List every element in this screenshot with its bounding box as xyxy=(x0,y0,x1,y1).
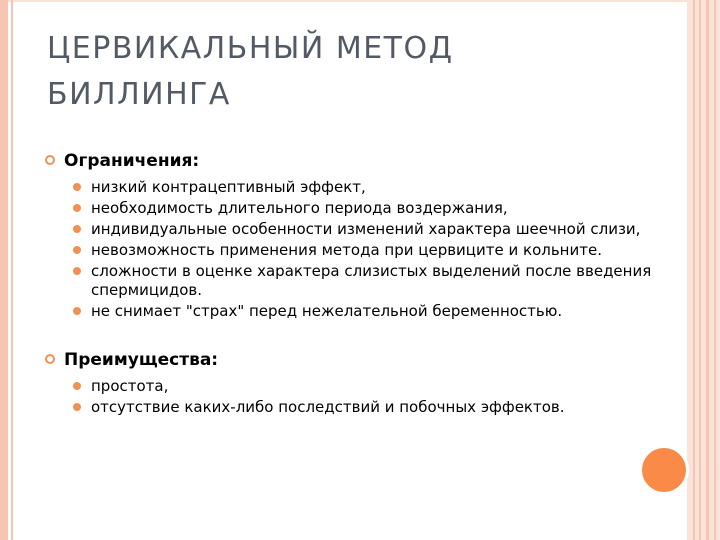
list-item xyxy=(44,398,654,417)
list-item xyxy=(44,241,654,260)
frame-right-stripe xyxy=(693,0,695,540)
list-item-text: необходимость длительного периода воздержания, xyxy=(91,199,508,217)
section-limitations xyxy=(44,148,654,321)
dot-bullet-icon xyxy=(73,225,81,233)
list-item-text: сложности в оценке характера слизистых выделений после введения спермицидов. xyxy=(91,262,652,299)
slide-content xyxy=(44,148,654,433)
list-item xyxy=(44,220,654,239)
title-line-2: БИЛЛИНГА xyxy=(47,77,231,112)
section-heading-text: Ограничения: xyxy=(64,151,200,171)
list-item-text: низкий контрацептивный эффект, xyxy=(91,178,366,196)
section-heading xyxy=(44,347,654,373)
dot-bullet-icon xyxy=(73,204,81,212)
list-item-text: индивидуальные особенности изменений характера шеечной слизи, xyxy=(91,220,641,238)
list-item xyxy=(44,302,654,321)
list-item-text: простота, xyxy=(91,377,169,395)
list-item xyxy=(44,199,654,218)
list-item xyxy=(44,178,654,197)
bullet-list xyxy=(44,178,654,321)
list-item-text: невозможность применения метода при цервиците и кольните. xyxy=(91,241,602,259)
frame-left-border xyxy=(0,0,8,540)
dot-bullet-icon xyxy=(73,307,81,315)
frame-right-stripe xyxy=(699,0,701,540)
frame-left-line xyxy=(11,0,13,540)
dot-bullet-icon xyxy=(73,403,81,411)
list-item xyxy=(44,377,654,396)
slide-title xyxy=(47,26,647,118)
dot-bullet-icon xyxy=(73,246,81,254)
decorative-circle xyxy=(642,448,686,492)
bullet-list xyxy=(44,377,654,417)
frame-top-line xyxy=(0,0,720,2)
dot-bullet-icon xyxy=(73,183,81,191)
section-heading-text: Преимущества: xyxy=(64,350,219,370)
ring-bullet-icon xyxy=(45,155,55,165)
section-advantages xyxy=(44,347,654,417)
frame-right-stripe xyxy=(714,0,716,540)
dot-bullet-icon xyxy=(73,267,81,275)
dot-bullet-icon xyxy=(73,382,81,390)
section-heading xyxy=(44,148,654,174)
title-line-1: ЦЕРВИКАЛЬНЫЙ МЕТОД xyxy=(47,31,454,66)
ring-bullet-icon xyxy=(45,354,55,364)
frame-right-stripe xyxy=(706,0,709,540)
list-item-text: отсутствие каких-либо последствий и побочных эффектов. xyxy=(91,398,565,416)
list-item xyxy=(44,262,654,300)
list-item-text: не снимает "страх" перед нежелательной беременностью. xyxy=(91,302,563,320)
